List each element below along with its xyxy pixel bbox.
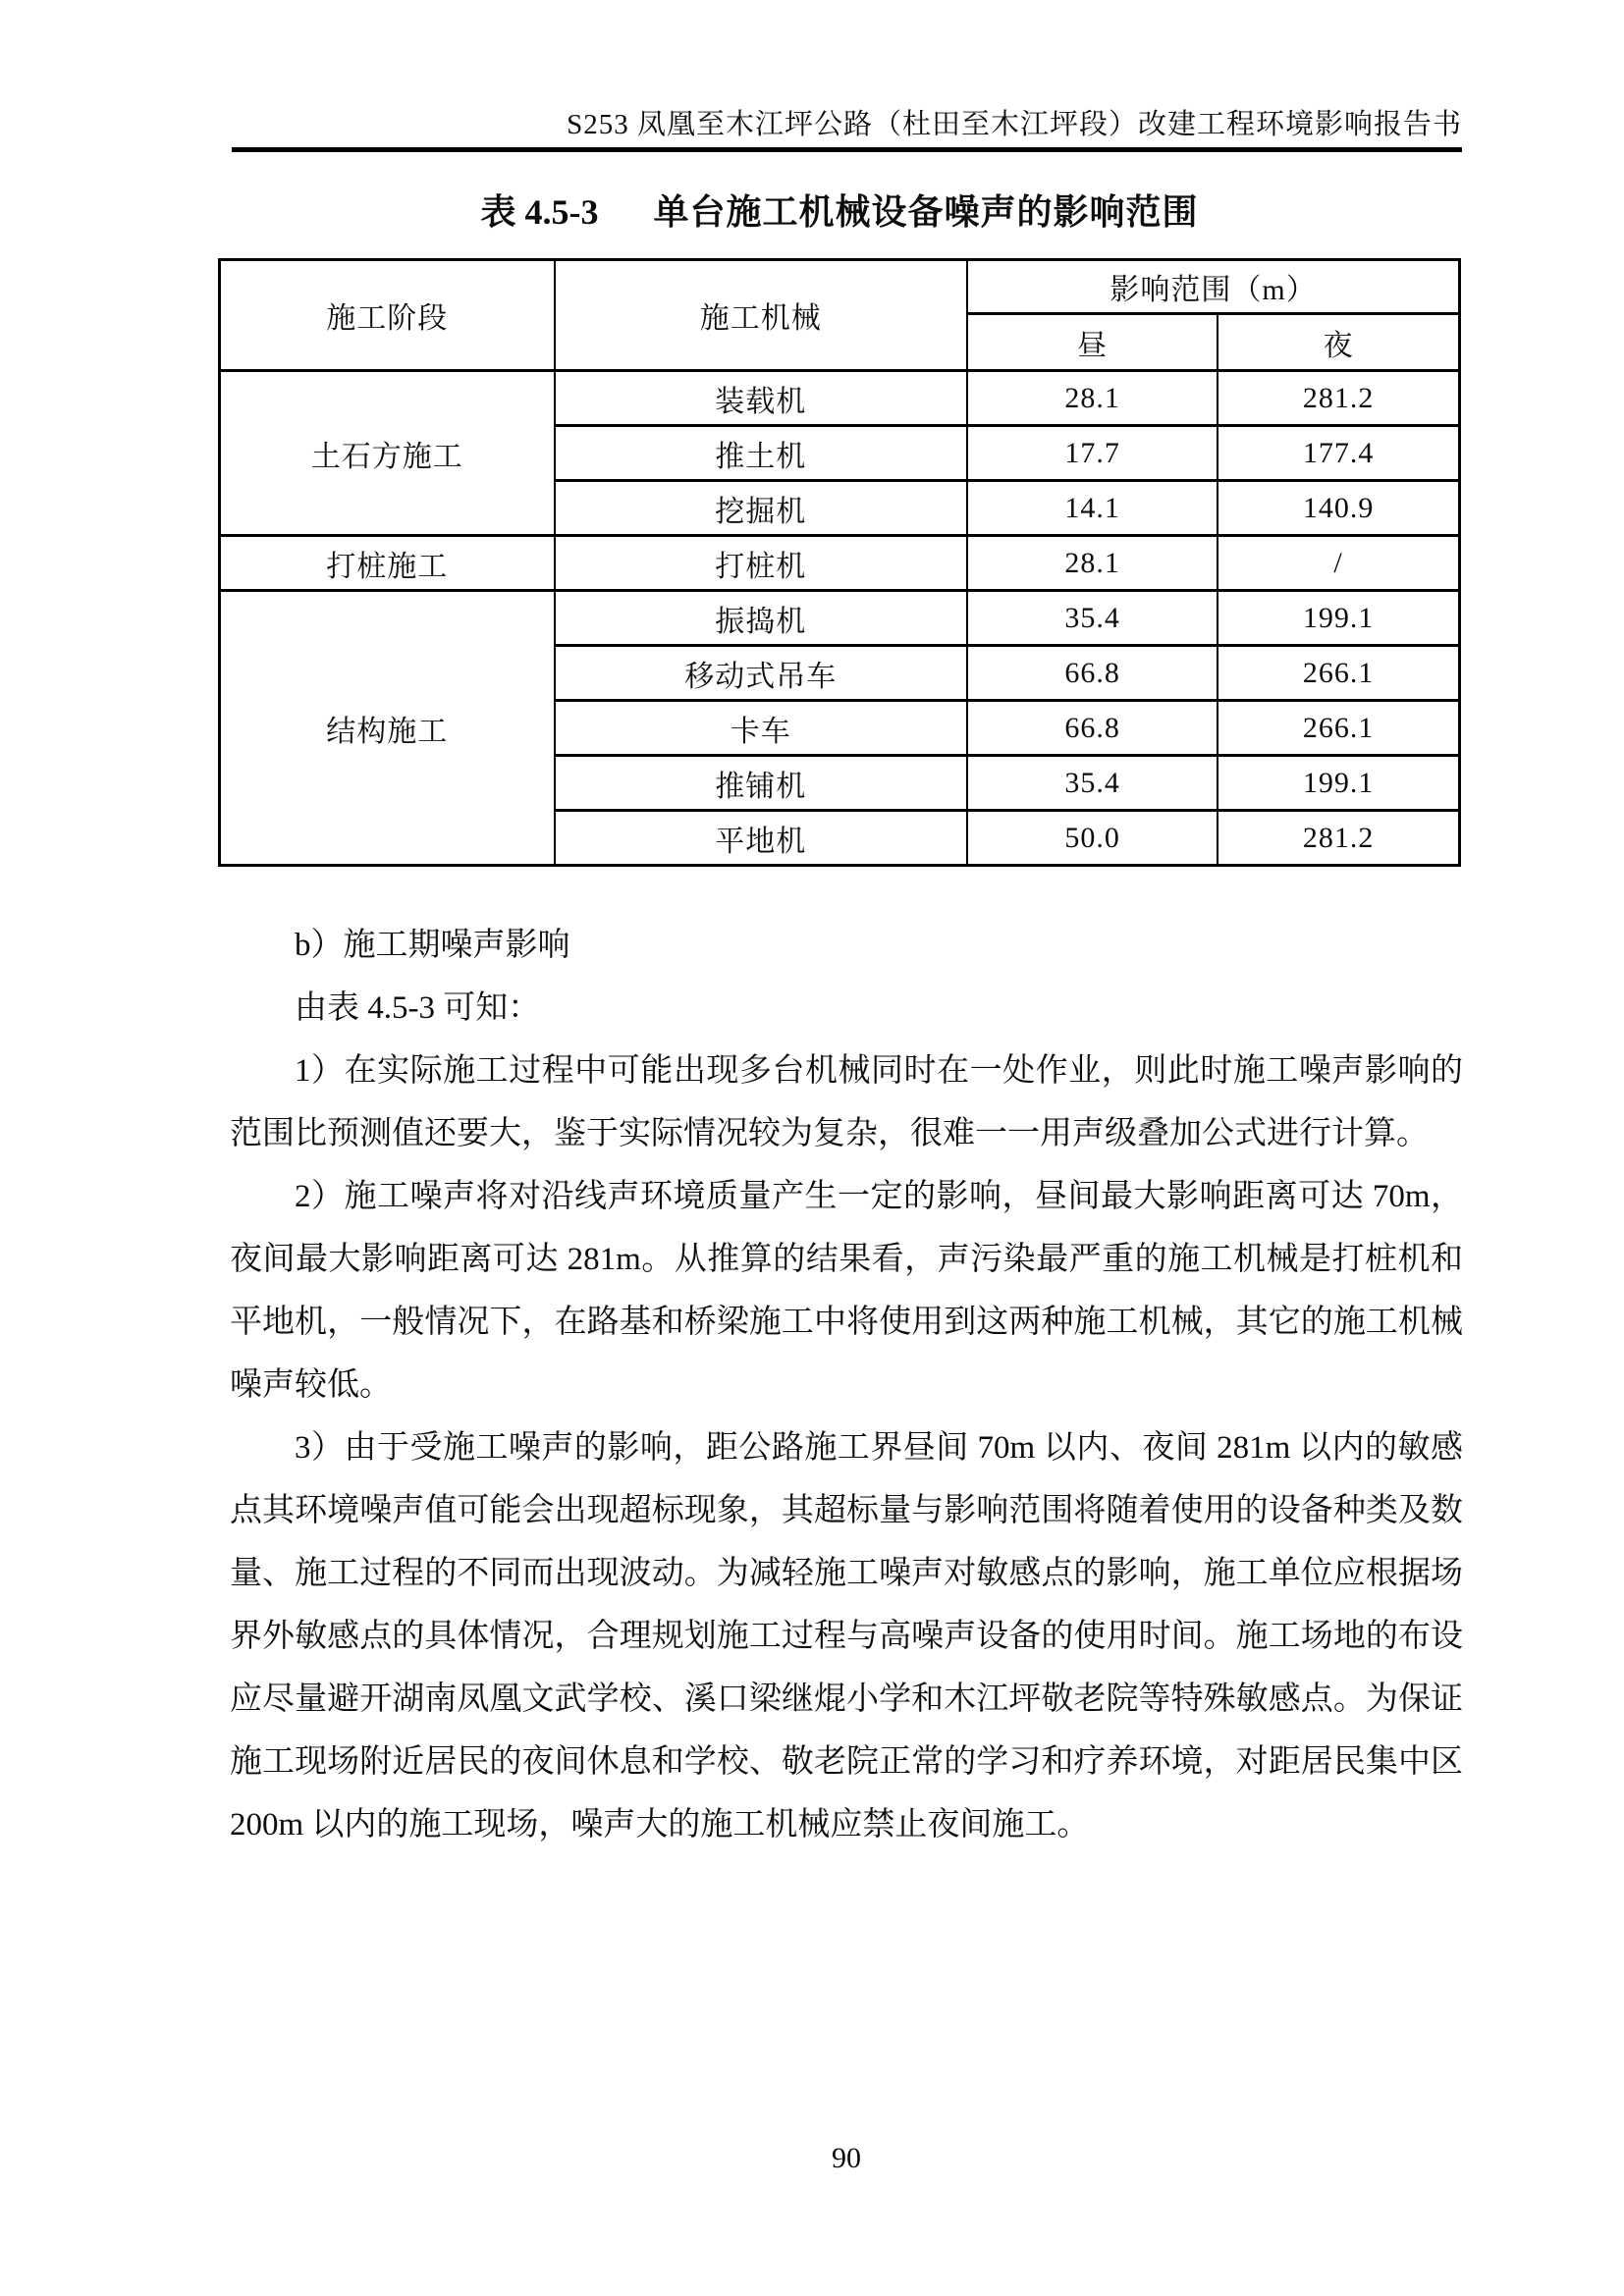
col-header-machine: 施工机械 — [555, 260, 968, 371]
table-row — [220, 536, 1460, 591]
table-row — [220, 591, 1460, 646]
running-header-title: S253 凤凰至木江坪公路（杜田至木江坪段）改建工程环境影响报告书 — [567, 109, 1462, 140]
paragraph-point-3: 3）由于受施工噪声的影响，距公路施工界昼间 70m 以内、夜间 281m 以内的敏感点其环境噪声值可能会出现超标现象，其超标量与影响范围将随着使用的设备种类及数量、施工过程的不同而出现波动。为减轻施工噪声对敏感点的影响，施工单位应根据场界外敏感点的具体情况，合理规划施工过程与高噪声设备的使用时间。施工场地的布设应尽量避开湖南凤凰文武学校、溪口梁继焜小学和木江坪敬老院等特殊敏感点。为保证施工现场附近居民的夜间休息和学校、敬老院正常的学习和疗养环境，对距居民集中区 200m 以内的施工现场，噪声大的施工机械应禁止夜间施工。 — [230, 1430, 1463, 1842]
machine-cell: 振捣机 — [555, 591, 968, 646]
col-header-night: 夜 — [1218, 314, 1459, 371]
paragraph-intro: 由表 4.5-3 可知： — [295, 990, 541, 1026]
machine-cell: 装载机 — [555, 371, 968, 426]
day-value-cell: 50.0 — [967, 811, 1218, 866]
day-value-cell: 35.4 — [967, 756, 1218, 811]
table-caption-title: 单台施工机械设备噪声的影响范围 — [653, 192, 1199, 233]
stage-cell-structure: 结构施工 — [220, 591, 555, 866]
night-value-cell: 281.2 — [1218, 811, 1459, 866]
night-value-cell: 266.1 — [1218, 701, 1459, 756]
night-value-cell: 199.1 — [1218, 591, 1459, 646]
night-value-cell: 177.4 — [1218, 426, 1459, 481]
night-value-cell: 199.1 — [1218, 756, 1459, 811]
header-rule — [232, 147, 1462, 152]
day-value-cell: 14.1 — [967, 481, 1218, 536]
day-value-cell: 17.7 — [967, 426, 1218, 481]
machine-cell: 推土机 — [555, 426, 968, 481]
night-value-cell: / — [1218, 536, 1459, 591]
stage-cell-earthwork: 土石方施工 — [220, 371, 555, 536]
col-header-stage: 施工阶段 — [220, 260, 555, 371]
col-header-day: 昼 — [967, 314, 1218, 371]
noise-impact-table — [218, 258, 1461, 867]
night-value-cell: 140.9 — [1218, 481, 1459, 536]
table-row — [220, 371, 1460, 426]
night-value-cell: 281.2 — [1218, 371, 1459, 426]
day-value-cell: 28.1 — [967, 536, 1218, 591]
machine-cell: 打桩机 — [555, 536, 968, 591]
machine-cell: 挖掘机 — [555, 481, 968, 536]
machine-cell: 平地机 — [555, 811, 968, 866]
day-value-cell: 28.1 — [967, 371, 1218, 426]
day-value-cell: 66.8 — [967, 646, 1218, 701]
table-caption-label: 表 4.5-3 — [480, 192, 599, 232]
day-value-cell: 66.8 — [967, 701, 1218, 756]
machine-cell: 移动式吊车 — [555, 646, 968, 701]
stage-cell-piling: 打桩施工 — [220, 536, 555, 591]
paragraph-point-2: 2）施工噪声将对沿线声环境质量产生一定的影响，昼间最大影响距离可达 70m，夜间最大影响距离可达 281m。从推算的结果看，声污染最严重的施工机械是打桩机和平地机，一般情况下，在路基和桥梁施工中将使用到这两种施工机械，其它的施工机械噪声较低。 — [230, 1179, 1463, 1403]
night-value-cell: 266.1 — [1218, 646, 1459, 701]
machine-cell: 卡车 — [555, 701, 968, 756]
day-value-cell: 35.4 — [967, 591, 1218, 646]
machine-cell: 推铺机 — [555, 756, 968, 811]
table-caption — [218, 185, 1461, 235]
body-text — [230, 914, 1463, 1856]
paragraph-point-1: 1）在实际施工过程中可能出现多台机械同时在一处作业，则此时施工噪声影响的范围比预测值还要大，鉴于实际情况较为复杂，很难一一用声级叠加公式进行计算。 — [230, 1053, 1463, 1151]
page-number: 90 — [832, 2142, 861, 2174]
col-header-range-group: 影响范围（m） — [967, 260, 1459, 314]
paragraph-heading-b: b）施工期噪声影响 — [295, 928, 570, 963]
